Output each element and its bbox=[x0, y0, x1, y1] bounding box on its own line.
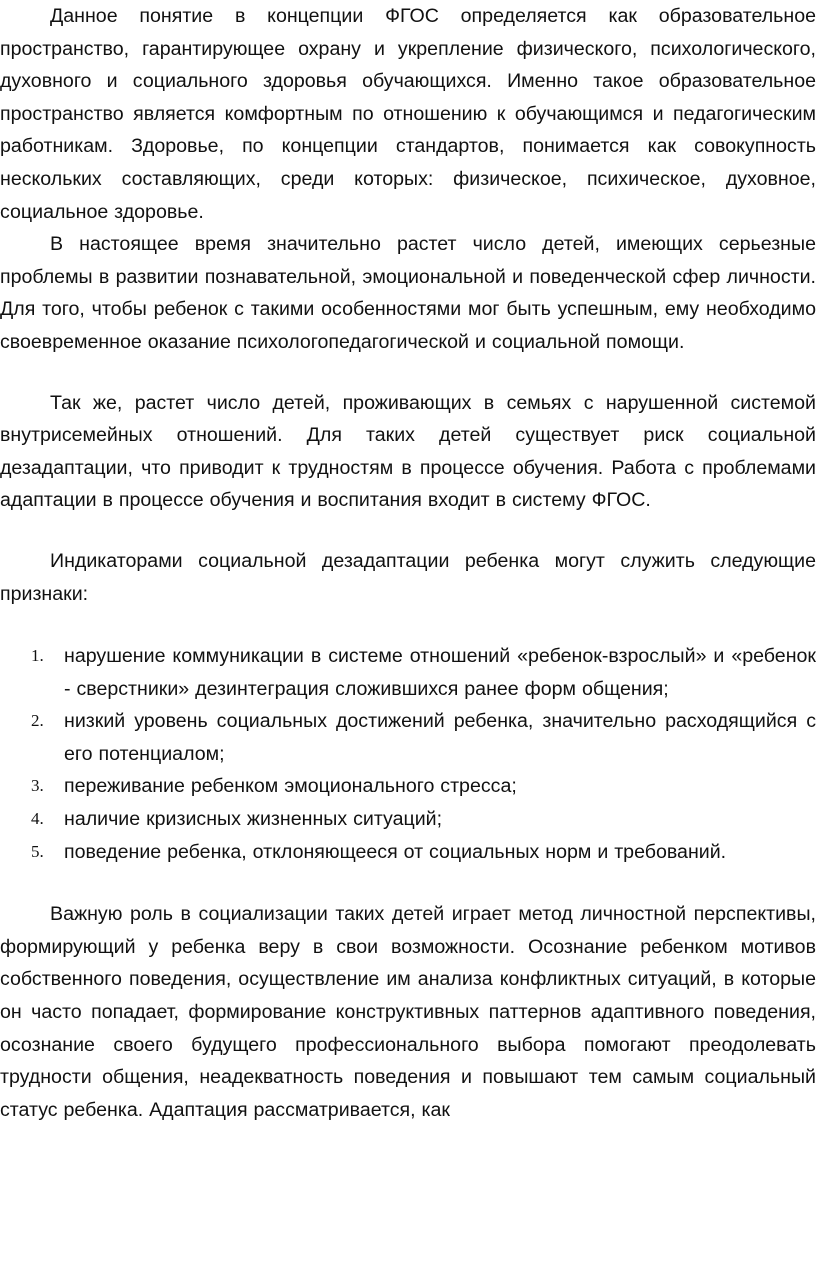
list-item bbox=[0, 803, 816, 836]
list-item-text: нарушение коммуникации в системе отношений «ребенок-взрослый» и «ребенок - сверстники» дезинтеграция сложившихся ранее форм общения; bbox=[64, 645, 816, 700]
list-item-number: 1. bbox=[31, 646, 44, 666]
list-item-text: наличие кризисных жизненных ситуаций; bbox=[64, 808, 443, 831]
list-item bbox=[0, 836, 816, 869]
list-item-number: 4. bbox=[31, 809, 44, 829]
paragraph-children-problems: В настоящее время значительно растет число детей, имеющих серьезные проблемы в развитии познавательной, эмоциональной и поведенческой сфер личности. Для того, чтобы ребенок с такими особенностями мог быть успешным, ему необходимо своевременное оказание психологопедагогической и социальной помощи. bbox=[0, 233, 816, 353]
paragraph-personal-perspective: Важную роль в социализации таких детей играет метод личностной перспективы, формирующий у ребенка веру в свои возможности. Осознание ребенком мотивов собственного поведения, осуществление им анализа конфликтных ситуаций, в которые он часто попадает, формирование конструктивных паттернов адаптивного поведения, осознание своего будущего профессионального выбора помогают преодолевать трудности общения, неадекватность поведения и повышают тем самым социальный статус ребенка. Адаптация рассматривается, как bbox=[0, 903, 816, 1121]
list-item-text: переживание ребенком эмоционального стресса; bbox=[64, 775, 517, 798]
list-item bbox=[0, 770, 816, 803]
list-item-text: низкий уровень социальных достижений ребенка, значительно расходящийся с его потенциалом; bbox=[64, 710, 816, 765]
indicators-list bbox=[0, 640, 816, 868]
list-item-number: 5. bbox=[31, 841, 44, 861]
paragraph-family-relations: Так же, растет число детей, проживающих в семьях с нарушенной системой внутрисемейных отношений. Для таких детей существует риск социальной дезадаптации, что приводит к трудностям в процессе обучения. Работа с проблемами адаптации в процессе обучения и воспитания входит в систему ФГОС. bbox=[0, 391, 816, 512]
paragraph-indicators-intro: Индикаторами социальной дезадаптации ребенка могут служить следующие признаки: bbox=[0, 549, 816, 605]
paragraph-fgos-concept: Данное понятие в концепции ФГОС определяется как образовательное пространство, гарантирующее охрану и укрепление физического, психологического, духовного и социального здоровья обучающихся. Именно такое образовательное пространство является комфортным по отношению к обучающимся и педагогическим работникам. Здоровье, по концепции стандартов, понимается как совокупность нескольких составляющих, среди которых: физическое, психическое, духовное, социальное здоровье. bbox=[0, 5, 816, 223]
list-item bbox=[0, 705, 816, 770]
list-item-number: 2. bbox=[31, 711, 44, 731]
list-item-number: 3. bbox=[31, 776, 44, 796]
list-item-text: поведение ребенка, отклоняющееся от социальных норм и требований. bbox=[64, 840, 727, 863]
list-item bbox=[0, 640, 816, 705]
